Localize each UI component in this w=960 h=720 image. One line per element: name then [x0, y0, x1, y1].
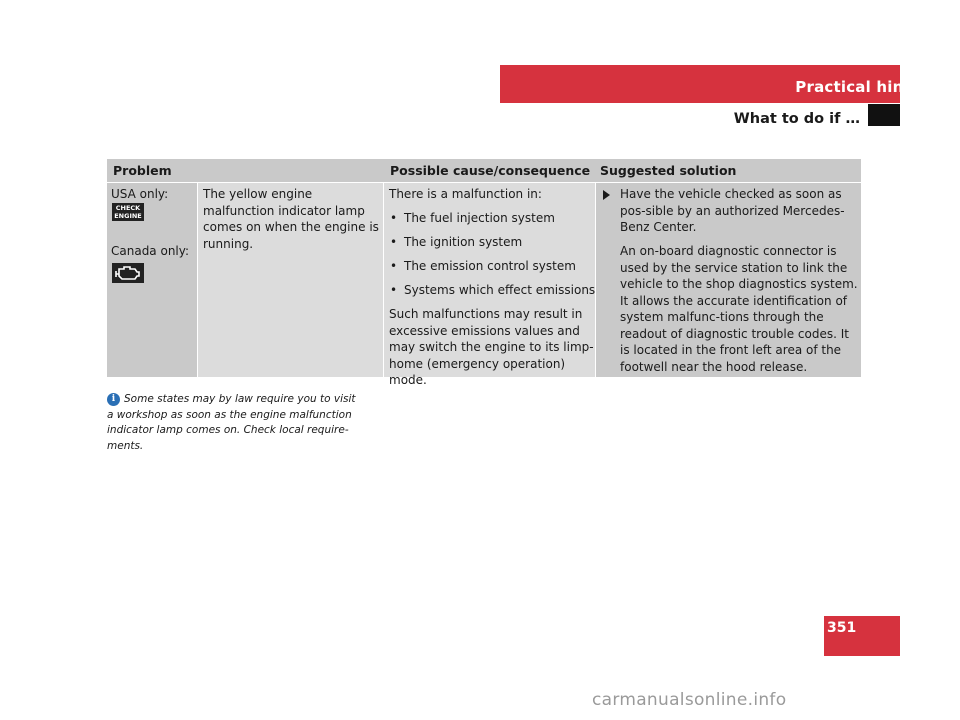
- info-icon: i: [107, 393, 120, 406]
- solution-step: Have the vehicle checked as soon as pos-sible by an authorized Mercedes-Benz Center.: [620, 187, 845, 234]
- note-line: ments.: [107, 439, 144, 452]
- col-header-solution: Suggested solution: [600, 163, 737, 178]
- malfunction-table: [107, 159, 861, 387]
- check-engine-icon-line1: CHECK: [115, 204, 141, 212]
- check-engine-icon: [112, 203, 144, 221]
- note-line: a workshop as soon as the engine malfunction: [107, 408, 352, 421]
- cause-item: The fuel injection system: [404, 211, 555, 225]
- cause-item: The ignition system: [404, 235, 523, 249]
- step-arrow-icon: [603, 190, 610, 200]
- table-header: [107, 159, 861, 182]
- cell-cause: There is a malfunction in: • The fuel injection system • The ignition system • The emission control system • Systems which effect emissions Such malfunctions may result in excessive emissions values and may switch the engine to its limp-home (emergency operation) mode.: [384, 183, 595, 377]
- subsection-title: What to do if …: [733, 111, 860, 127]
- problem-description: The yellow engine malfunction indicator lamp comes on when the engine is running.: [203, 187, 379, 251]
- page-number: 351: [827, 620, 857, 636]
- cell-problem-region: [107, 183, 197, 377]
- check-engine-icon-line2: ENGINE: [114, 212, 142, 220]
- section-title: Practical hints: [795, 78, 920, 96]
- header-marker: [868, 104, 900, 126]
- note-line: indicator lamp comes on. Check local require-: [107, 424, 349, 436]
- note-line: Some states may by law require you to visit: [124, 393, 356, 405]
- label-usa-only: USA only:: [111, 187, 169, 201]
- cell-solution: [596, 183, 861, 377]
- col-header-cause: Possible cause/consequence: [390, 163, 591, 178]
- cause-consequence: Such malfunctions may result in excessive emissions values and may switch the engine to its limp-home (emergency operation) mode.: [389, 307, 594, 387]
- cause-intro: There is a malfunction in:: [389, 187, 542, 201]
- cause-item: The emission control system: [404, 259, 576, 273]
- cause-item: Systems which effect emissions: [404, 283, 596, 297]
- watermark: carmanualsonline.info: [592, 690, 787, 710]
- label-canada-only: Canada only:: [111, 244, 190, 258]
- engine-symbol-icon: [112, 263, 144, 283]
- cell-problem-description: [198, 183, 383, 377]
- col-header-problem: Problem: [113, 163, 172, 178]
- solution-note: An on-board diagnostic connector is used by the service station to link the vehicle to the shop diagnostics system. It allows the accurate identification of system malfunc-tions through the readout of diagnostic trouble codes. It is located in the front left area of the footwell near the hood release.: [620, 244, 858, 374]
